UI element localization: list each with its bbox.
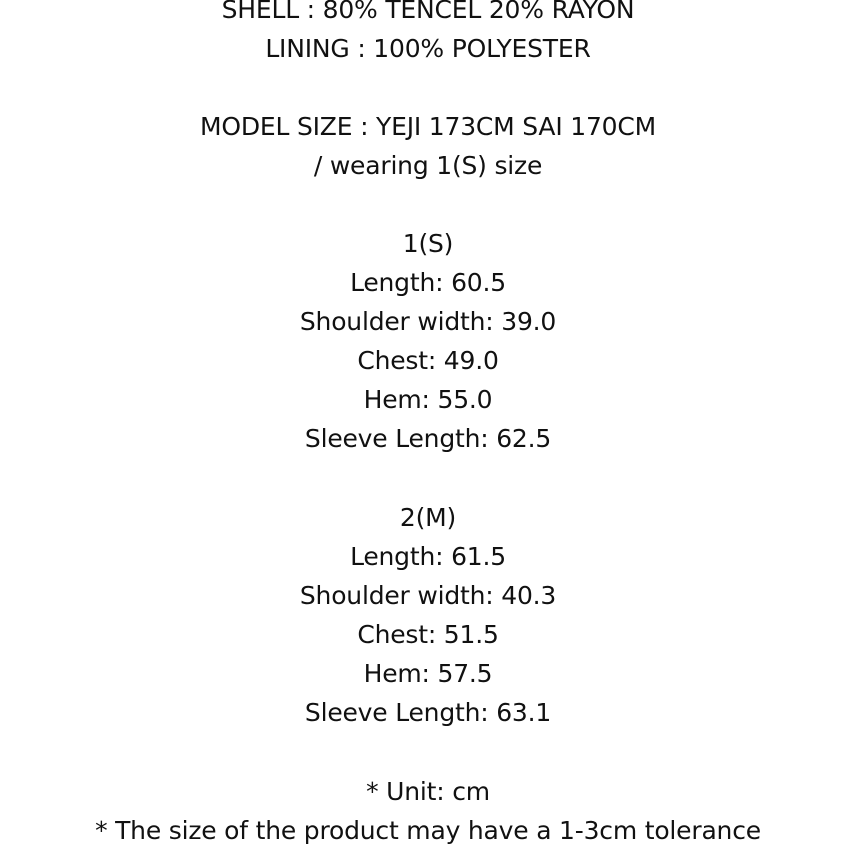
size-s-shoulder-width: Shoulder width: 39.0 <box>299 307 557 336</box>
size-s-sleeve-length: Sleeve Length: 62.5 <box>304 424 552 453</box>
size-m-sleeve-length: Sleeve Length: 63.1 <box>304 698 552 727</box>
size-m-shoulder-width: Shoulder width: 40.3 <box>299 581 557 610</box>
size-m-hem: Hem: 57.5 <box>363 659 493 688</box>
tolerance-note: * The size of the product may have a 1-3cm tolerance <box>95 816 761 845</box>
size-s-hem: Hem: 55.0 <box>363 385 493 414</box>
size-m-heading: 2(M) <box>399 503 457 532</box>
size-s-heading: 1(S) <box>402 229 454 258</box>
size-s-chest: Chest: 49.0 <box>357 346 499 375</box>
model-size-text: MODEL SIZE : YEJI 173CM SAI 170CM <box>200 112 656 141</box>
model-wearing-text: / wearing 1(S) size <box>313 151 543 180</box>
size-s-length: Length: 60.5 <box>350 268 506 297</box>
size-m-chest: Chest: 51.5 <box>357 620 499 649</box>
lining-material-text: LINING : 100% POLYESTER <box>265 34 591 63</box>
size-m-length: Length: 61.5 <box>350 542 506 571</box>
unit-note: * Unit: cm <box>366 777 490 806</box>
shell-material-text: SHELL : 80% TENCEL 20% RAYON <box>221 0 635 24</box>
